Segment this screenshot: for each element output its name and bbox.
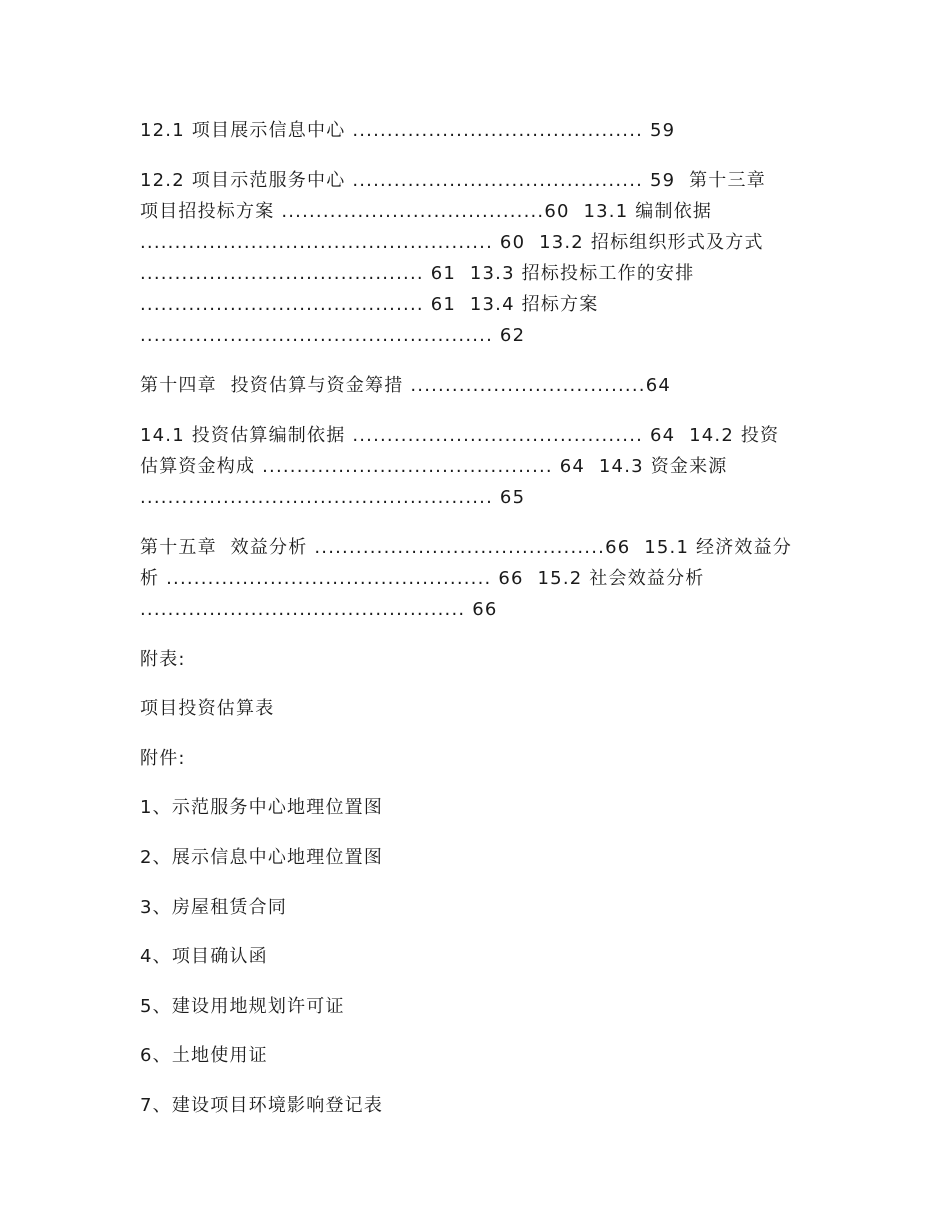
attachment-item: 7、建设项目环境影响登记表 bbox=[140, 1095, 384, 1116]
toc-line: 析 ............................................... 66 15.2 社会效益分析 bbox=[140, 568, 705, 589]
toc-line: 第十五章 效益分析 ..........................................66 15.1 经济效益分 bbox=[140, 537, 793, 558]
toc-line: ......................................... 61 13.3 招标投标工作的安排 bbox=[140, 263, 695, 284]
attachment-item: 3、房屋租赁合同 bbox=[140, 897, 288, 918]
toc-line: 12.2 项目示范服务中心 .......................................... 59 第十三章 bbox=[140, 170, 766, 191]
toc-line: ................................................... 65 bbox=[140, 487, 526, 508]
attachment-item: 2、展示信息中心地理位置图 bbox=[140, 847, 384, 868]
toc-line: 估算资金构成 .......................................... 64 14.3 资金来源 bbox=[140, 456, 728, 477]
toc-line: 12.1 项目展示信息中心 .......................................... 59 bbox=[140, 120, 676, 141]
toc-line: ................................................... 60 13.2 招标组织形式及方式 bbox=[140, 232, 764, 253]
toc-line: 第十四章 投资估算与资金筹措 ..................................64 bbox=[140, 375, 672, 396]
toc-line: ............................................... 66 bbox=[140, 599, 498, 620]
toc-line: ......................................... 61 13.4 招标方案 bbox=[140, 294, 599, 315]
appendix-table-item: 项目投资估算表 bbox=[140, 698, 275, 719]
attachment-item: 6、土地使用证 bbox=[140, 1045, 268, 1066]
appendix-table-heading: 附表: bbox=[140, 649, 186, 670]
attachment-item: 5、建设用地规划许可证 bbox=[140, 996, 345, 1017]
attachment-item: 4、项目确认函 bbox=[140, 946, 268, 967]
toc-line: 项目招投标方案 ......................................60 13.1 编制依据 bbox=[140, 201, 713, 222]
attachment-item: 1、示范服务中心地理位置图 bbox=[140, 797, 384, 818]
toc-line: 14.1 投资估算编制依据 .......................................... 64 14.2 投资 bbox=[140, 425, 780, 446]
attachments-heading: 附件: bbox=[140, 748, 186, 769]
toc-line: ................................................... 62 bbox=[140, 325, 526, 346]
